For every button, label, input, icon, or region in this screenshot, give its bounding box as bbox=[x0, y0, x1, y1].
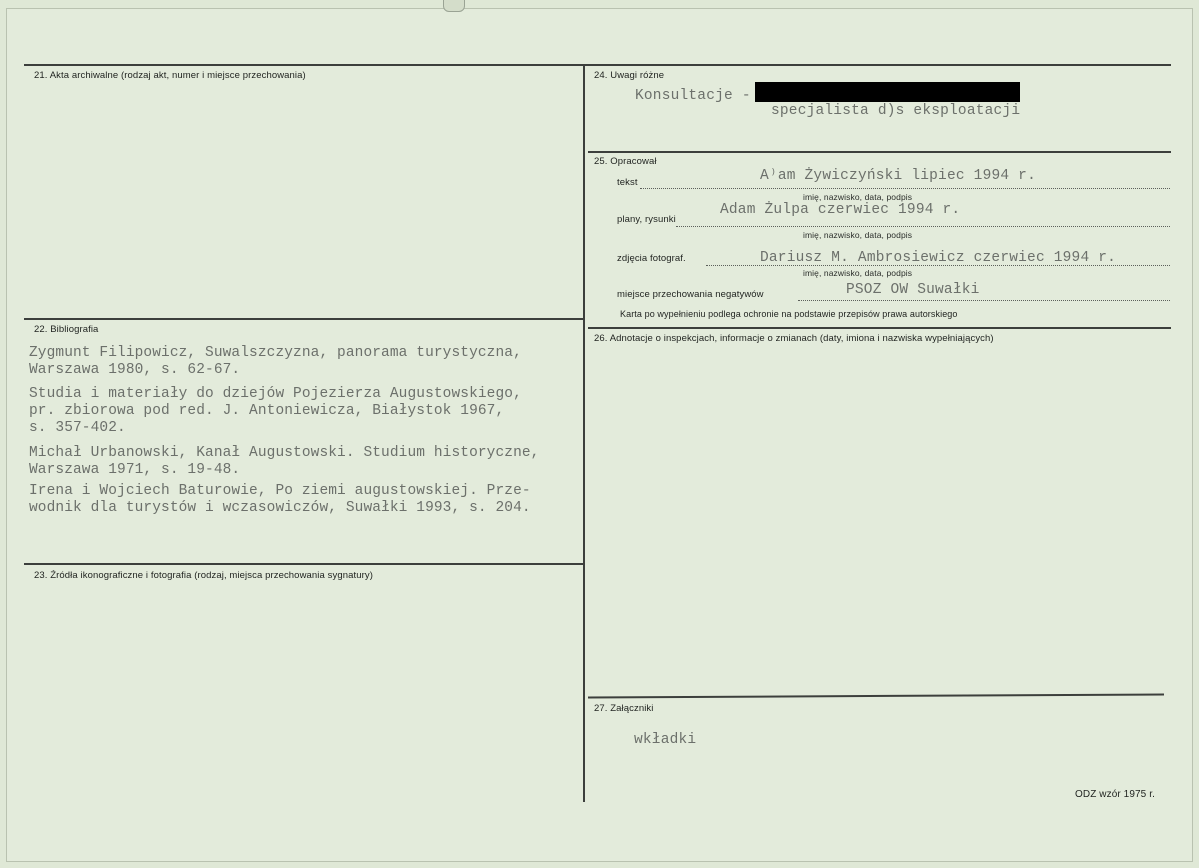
signature-caption: imię, nazwisko, data, podpis bbox=[803, 230, 913, 240]
section-25-label: 25. Opracował bbox=[594, 156, 657, 167]
bibliography-item: Michał Urbanowski, Kanał Augustowski. Studium historyczne, Warszawa 1971, s. 19-48. bbox=[29, 445, 540, 478]
rule-s23 bbox=[24, 563, 584, 565]
section-22-label: 22. Bibliografia bbox=[34, 324, 99, 335]
plany-value: Adam Żulpa czerwiec 1994 r. bbox=[720, 202, 961, 218]
rule-s22 bbox=[24, 318, 584, 320]
negatywy-value: PSOZ OW Suwałki bbox=[846, 282, 980, 298]
redaction-bar bbox=[755, 82, 1020, 102]
top-rule bbox=[24, 64, 1171, 66]
bibliography-item: Studia i materiały do dziejów Pojezierza Augustowskiego, pr. zbiorowa pod red. J. Antoniewicza, Białystok 1967, s. 357-402. bbox=[29, 386, 522, 436]
form-id: ODZ wzór 1975 r. bbox=[1075, 789, 1155, 800]
zdjecia-value: Dariusz M. Ambrosiewicz czerwiec 1994 r. bbox=[760, 250, 1117, 266]
negatywy-dotted-line bbox=[798, 300, 1170, 301]
rule-s26 bbox=[588, 327, 1171, 329]
section-24-label: 24. Uwagi różne bbox=[594, 70, 665, 81]
rule-s25 bbox=[588, 151, 1171, 153]
section-26-label: 26. Adnotacje o inspekcjach, informacje o zmianach (daty, imiona i nazwiska wypełniających) bbox=[594, 333, 994, 344]
section-23-label: 23. Źródła ikonograficzne i fotografia (rodzaj, miejsca przechowania sygnatury) bbox=[34, 570, 373, 581]
negatywy-label: miejsce przechowania negatywów bbox=[617, 289, 764, 300]
tekst-value: A⁾am Żywiczyński lipiec 1994 r. bbox=[760, 168, 1036, 184]
zdjecia-label: zdjęcia fotograf. bbox=[617, 253, 686, 264]
signature-caption: imię, nazwisko, data, podpis bbox=[803, 192, 913, 202]
paper-clip-mark bbox=[443, 0, 465, 12]
plany-label: plany, rysunki bbox=[617, 214, 676, 225]
tekst-dotted-line bbox=[640, 188, 1170, 189]
section-27-label: 27. Załączniki bbox=[594, 703, 654, 714]
bibliography-item: Zygmunt Filipowicz, Suwalszczyzna, panorama turystyczna, Warszawa 1980, s. 62-67. bbox=[29, 345, 522, 378]
zdjecia-dotted-line bbox=[706, 265, 1170, 266]
tekst-label: tekst bbox=[617, 177, 638, 188]
copyright-note: Karta po wypełnieniu podlega ochronie na podstawie przepisów prawa autorskiego bbox=[620, 309, 958, 319]
signature-caption: imię, nazwisko, data, podpis bbox=[803, 268, 913, 278]
bibliography-item: Irena i Wojciech Baturowie, Po ziemi augustowskiej. Prze- wodnik dla turystów i wczasowiczów, Suwałki 1993, s. 204. bbox=[29, 483, 531, 516]
consultation-text: Konsultacje - bbox=[635, 88, 751, 104]
column-divider bbox=[583, 64, 585, 802]
section-21-label: 21. Akta archiwalne (rodzaj akt, numer i miejsce przechowania) bbox=[34, 70, 306, 81]
plany-dotted-line bbox=[676, 226, 1170, 227]
specialist-text: specjalista d)s eksploatacji bbox=[771, 103, 1021, 119]
attachments-value: wkładki bbox=[634, 732, 697, 748]
